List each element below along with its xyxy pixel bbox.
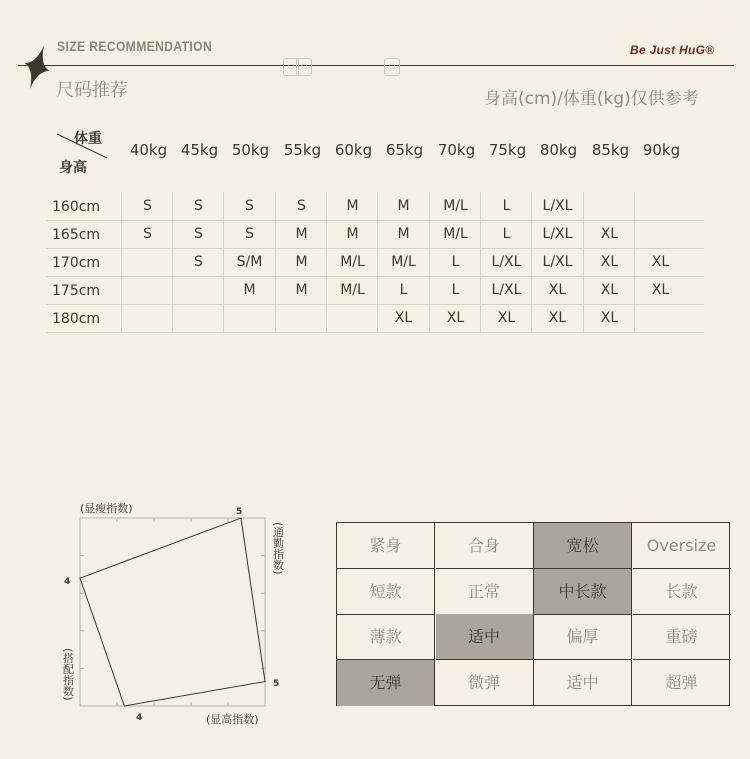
decorative-box-icon: ▫: [384, 58, 400, 76]
radar-value-left: 4: [64, 577, 71, 587]
radar-frame: [80, 518, 265, 706]
size-cell: XL: [583, 304, 635, 332]
size-cell: [634, 304, 686, 332]
size-cell: M: [326, 220, 378, 248]
size-cell: XL: [583, 248, 635, 276]
size-cell: L: [480, 220, 532, 248]
size-cell: [326, 304, 378, 332]
size-cell: M: [275, 276, 327, 304]
table-row: [46, 276, 704, 305]
weight-col-header: 75kg: [488, 141, 527, 159]
size-cell: XL: [531, 276, 583, 304]
weight-col-header: 45kg: [180, 141, 219, 159]
fit-radar-chart: [56, 498, 296, 730]
attribute-cell: 微弹: [436, 660, 534, 706]
size-cell: S: [121, 220, 173, 248]
height-label: 165cm: [52, 227, 101, 243]
weight-col-header: 65kg: [385, 141, 424, 159]
size-cell: [583, 192, 635, 220]
size-cell: [634, 220, 686, 248]
size-cell: [634, 192, 686, 220]
size-cell: M/L: [326, 248, 378, 276]
size-cell: L/XL: [531, 192, 583, 220]
attribute-cell: 适中: [534, 660, 632, 706]
size-cell: XL: [377, 304, 429, 332]
attributes-grid: [336, 522, 730, 706]
radar-label-right: (通勤指数): [271, 522, 285, 575]
size-cell: S: [223, 220, 275, 248]
size-cell: M/L: [429, 220, 481, 248]
attribute-cell: 短款: [337, 569, 435, 615]
size-cell: M: [275, 248, 327, 276]
attribute-cell-selected: 中长款: [534, 569, 632, 615]
decorative-box-icon: ▫: [296, 58, 312, 76]
size-cell: [172, 276, 224, 304]
size-cell: M/L: [429, 192, 481, 220]
unit-note: 身高(cm)/体重(kg)仅供参考: [484, 89, 699, 109]
attribute-cell: 合身: [436, 523, 534, 569]
size-cell: L/XL: [480, 248, 532, 276]
size-cell: S: [172, 248, 224, 276]
size-cell: L: [377, 276, 429, 304]
decorative-box-icon: ▫: [283, 58, 299, 76]
radar-polygon: [80, 518, 265, 706]
size-cell: S: [121, 192, 173, 220]
table-row: [46, 220, 704, 249]
size-cell: XL: [634, 248, 686, 276]
size-cell: S: [172, 220, 224, 248]
radar-label-bottom: (显高指数): [206, 713, 259, 726]
table-row: [46, 304, 704, 333]
height-label: 180cm: [52, 311, 101, 327]
header-divider: [18, 65, 734, 66]
height-label: 175cm: [52, 283, 101, 299]
attribute-cell: 超弹: [665, 672, 698, 692]
weight-col-header: 55kg: [283, 141, 322, 159]
weight-col-header: 50kg: [231, 141, 270, 159]
size-cell: [275, 304, 327, 332]
attribute-cell: 重磅: [633, 614, 731, 660]
size-cell: XL: [634, 276, 686, 304]
size-cell: XL: [583, 220, 635, 248]
size-cell: M: [377, 220, 429, 248]
attribute-cell-selected: 适中: [436, 614, 534, 660]
height-label: 160cm: [52, 199, 101, 215]
size-cell: S: [172, 192, 224, 220]
brand-logo: Be Just HuG®: [630, 43, 715, 57]
table-row: [46, 192, 704, 221]
attribute-cell: 正常: [436, 569, 534, 615]
weight-col-header: 90kg: [642, 141, 681, 159]
size-cell: M/L: [377, 248, 429, 276]
size-cell: XL: [480, 304, 532, 332]
radar-label-left: (搭配指数): [61, 648, 75, 701]
attribute-cell-selected: 宽松: [534, 523, 632, 569]
weight-col-header: 85kg: [591, 141, 630, 159]
radar-label-top: (显瘦指数): [80, 502, 133, 515]
radar-value-right: 5: [273, 679, 280, 689]
table-row: [46, 248, 704, 277]
size-cell: [172, 304, 224, 332]
size-cell: M: [275, 220, 327, 248]
sparkle-icon: [22, 42, 52, 92]
attribute-cell: 紧身: [337, 523, 435, 569]
size-cell: L: [429, 248, 481, 276]
radar-value-bottom: 4: [136, 713, 143, 723]
radar-value-top: 5: [236, 507, 243, 517]
size-cell: L/XL: [531, 220, 583, 248]
height-label: 170cm: [52, 255, 101, 271]
weight-col-header: 40kg: [129, 141, 168, 159]
size-cell: [223, 304, 275, 332]
size-cell: M: [223, 276, 275, 304]
size-cell: XL: [531, 304, 583, 332]
attribute-cell: 薄款: [337, 614, 435, 660]
size-cell: L: [429, 276, 481, 304]
weight-col-header: 80kg: [539, 141, 578, 159]
weight-header: 体重: [74, 131, 102, 147]
size-cell: L/XL: [531, 248, 583, 276]
size-cell: M/L: [326, 276, 378, 304]
attribute-cell: 长款: [633, 569, 731, 615]
height-header: 身高: [59, 160, 87, 176]
size-cell: XL: [583, 276, 635, 304]
attribute-cell: 偏厚: [534, 614, 632, 660]
size-cell: M: [377, 192, 429, 220]
size-cell: XL: [429, 304, 481, 332]
size-cell: L: [480, 192, 532, 220]
size-cell: S: [223, 192, 275, 220]
weight-col-header: 70kg: [437, 141, 476, 159]
attribute-cell: Oversize: [633, 523, 731, 569]
section-title-en: SIZE RECOMMENDATION: [57, 38, 213, 54]
size-cell: S: [275, 192, 327, 220]
weight-col-header: 60kg: [334, 141, 373, 159]
size-cell: [121, 248, 173, 276]
size-cell: [121, 276, 173, 304]
size-cell: M: [326, 192, 378, 220]
attribute-cell-selected: 无弹: [337, 660, 435, 706]
size-cell: L/XL: [480, 276, 532, 304]
size-cell: [121, 304, 173, 332]
section-title-cn: 尺码推荐: [56, 80, 128, 101]
size-cell: S/M: [223, 248, 275, 276]
